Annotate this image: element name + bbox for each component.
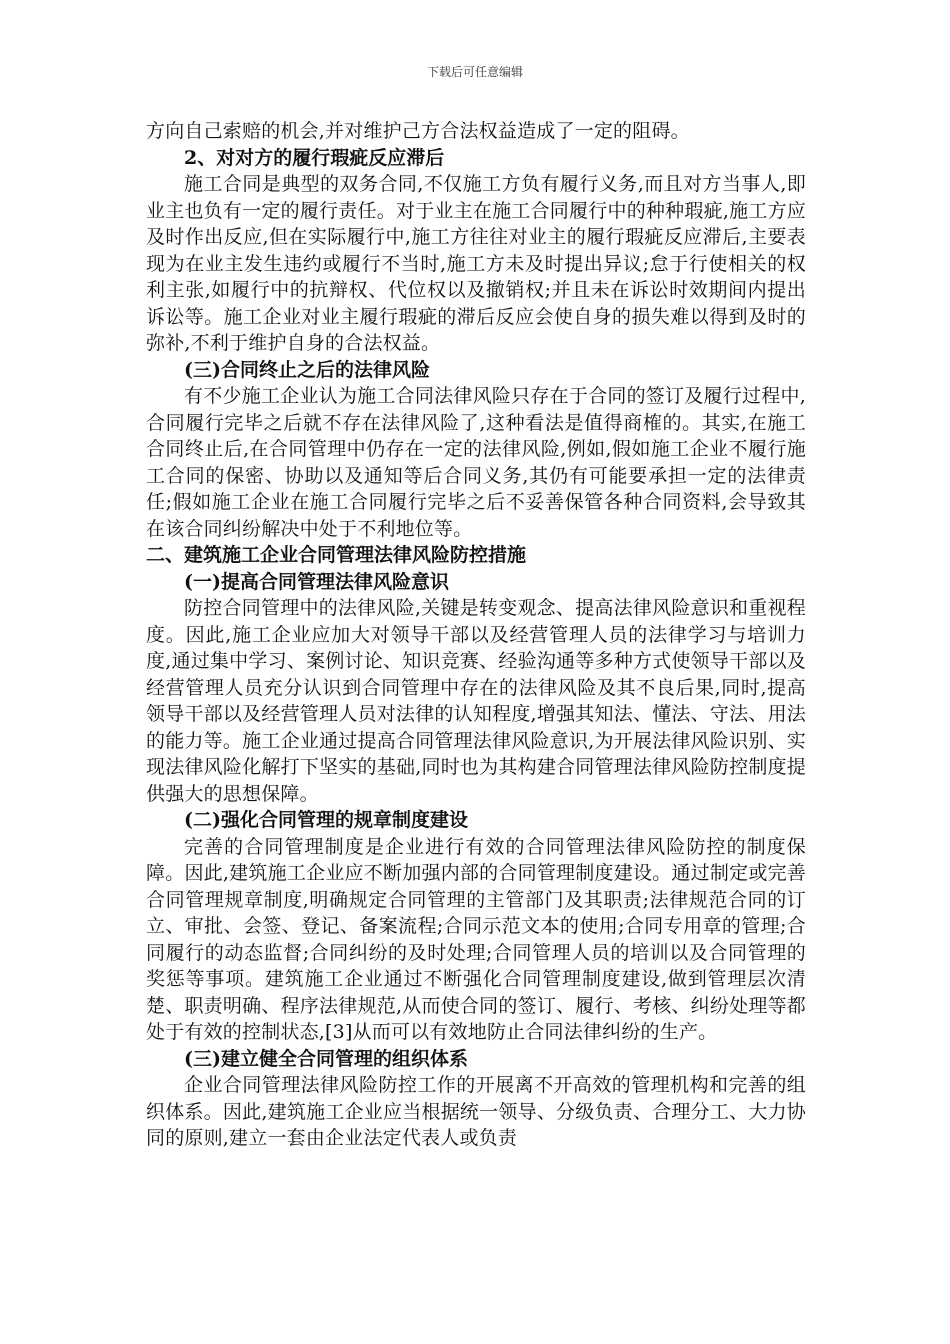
chapter-heading: 二、建筑施工企业合同管理法律风险防控措施 bbox=[146, 544, 527, 566]
page-header: 下载后可任意编辑 bbox=[426, 65, 523, 79]
paragraph: 方向自己索赔的机会,并对维护己方合法权益造成了一定的阻碍。 bbox=[146, 120, 690, 142]
section-heading: (一)提高合同管理法律风险意识 bbox=[184, 570, 449, 593]
paragraph: 施工合同是典型的双务合同,不仅施工方负有履行义务,而且对方当事人,即业主也负有一定的履行责任。对于业主在施工合同履行中的种种瑕疵,施工方应及时作出反应,但在实际履行中,施工方往往对业主的履行瑕疵反应滞后,主要表现为在业主发生违约或履行不当时,施工方未及时提出异议;怠于行使相关的权利主张,如履行中的抗辩权、代位权以及撤销权;并且未在诉讼时效期间内提出诉讼等。施工企业对业主履行瑕疵的滞后反应会使自身的损失难以得到及时的弥补,不利于维护自身的合法权益。 bbox=[146, 173, 806, 354]
document-body bbox=[146, 118, 806, 1152]
section-heading: (二)强化合同管理的规章制度建设 bbox=[184, 809, 468, 831]
paragraph: 完善的合同管理制度是企业进行有效的合同管理法律风险防控的制度保障。因此,建筑施工企业应不断加强内部的合同管理制度建设。通过制定或完善合同管理规章制度,明确规定合同管理的主管部门及其职责;法律规范合同的订立、审批、会签、登记、备案流程;合同示范文本的使用;合同专用章的管理;合同履行的动态监督;合同纠纷的及时处理;合同管理人员的培训以及合同管理的奖惩等事项。建筑施工企业通过不断强化合同管理制度建设,做到管理层次清楚、职责明确、程序法律规范,从而使合同的签订、履行、考核、纠纷处理等都处于有效的控制状态,[3]从而可以有效地防止合同法律纠纷的生产。 bbox=[146, 835, 806, 1043]
section-heading: (三)合同终止之后的法律风险 bbox=[184, 358, 430, 381]
paragraph: 防控合同管理中的法律风险,关键是转变观念、提高法律风险意识和重视程度。因此,施工企业应加大对领导干部以及经营管理人员的法律学习与培训力度,通过集中学习、案例讨论、知识竞赛、经验沟通等多种方式使领导干部以及经营管理人员充分认识到合同管理中存在的法律风险及其不良后果,同时,提高领导干部以及经营管理人员对法律的认知程度,增强其知法、懂法、守法、用法的能力等。施工企业通过提高合同管理法律风险意识,为开展法律风险识别、实现法律风险化解打下坚实的基础,同时也为其构建合同管理法律风险防控制度提供强大的思想保障。 bbox=[146, 597, 806, 805]
section-heading: (三)建立健全合同管理的组织体系 bbox=[184, 1047, 468, 1070]
paragraph: 有不少施工企业认为施工合同法律风险只存在于合同的签订及履行过程中,合同履行完毕之后就不存在法律风险了,这种看法是值得商榷的。其实,在施工合同终止后,在合同管理中仍存在一定的法律风险,例如,假如施工企业不履行施工合同的保密、协助以及通知等后合同义务,其仍有可能要承担一定的法律责任;假如施工企业在施工合同履行完毕之后不妥善保管各种合同资料,会导致其在该合同纠纷解决中处于不利地位等。 bbox=[146, 385, 806, 540]
paragraph: 企业合同管理法律风险防控工作的开展离不开高效的管理机构和完善的组织体系。因此,建筑施工企业应当根据统一领导、分级负责、合理分工、大力协同的原则,建立一套由企业法定代表人或负责 bbox=[146, 1074, 806, 1149]
section-heading: 2、对对方的履行瑕疵反应滞后 bbox=[184, 146, 445, 169]
